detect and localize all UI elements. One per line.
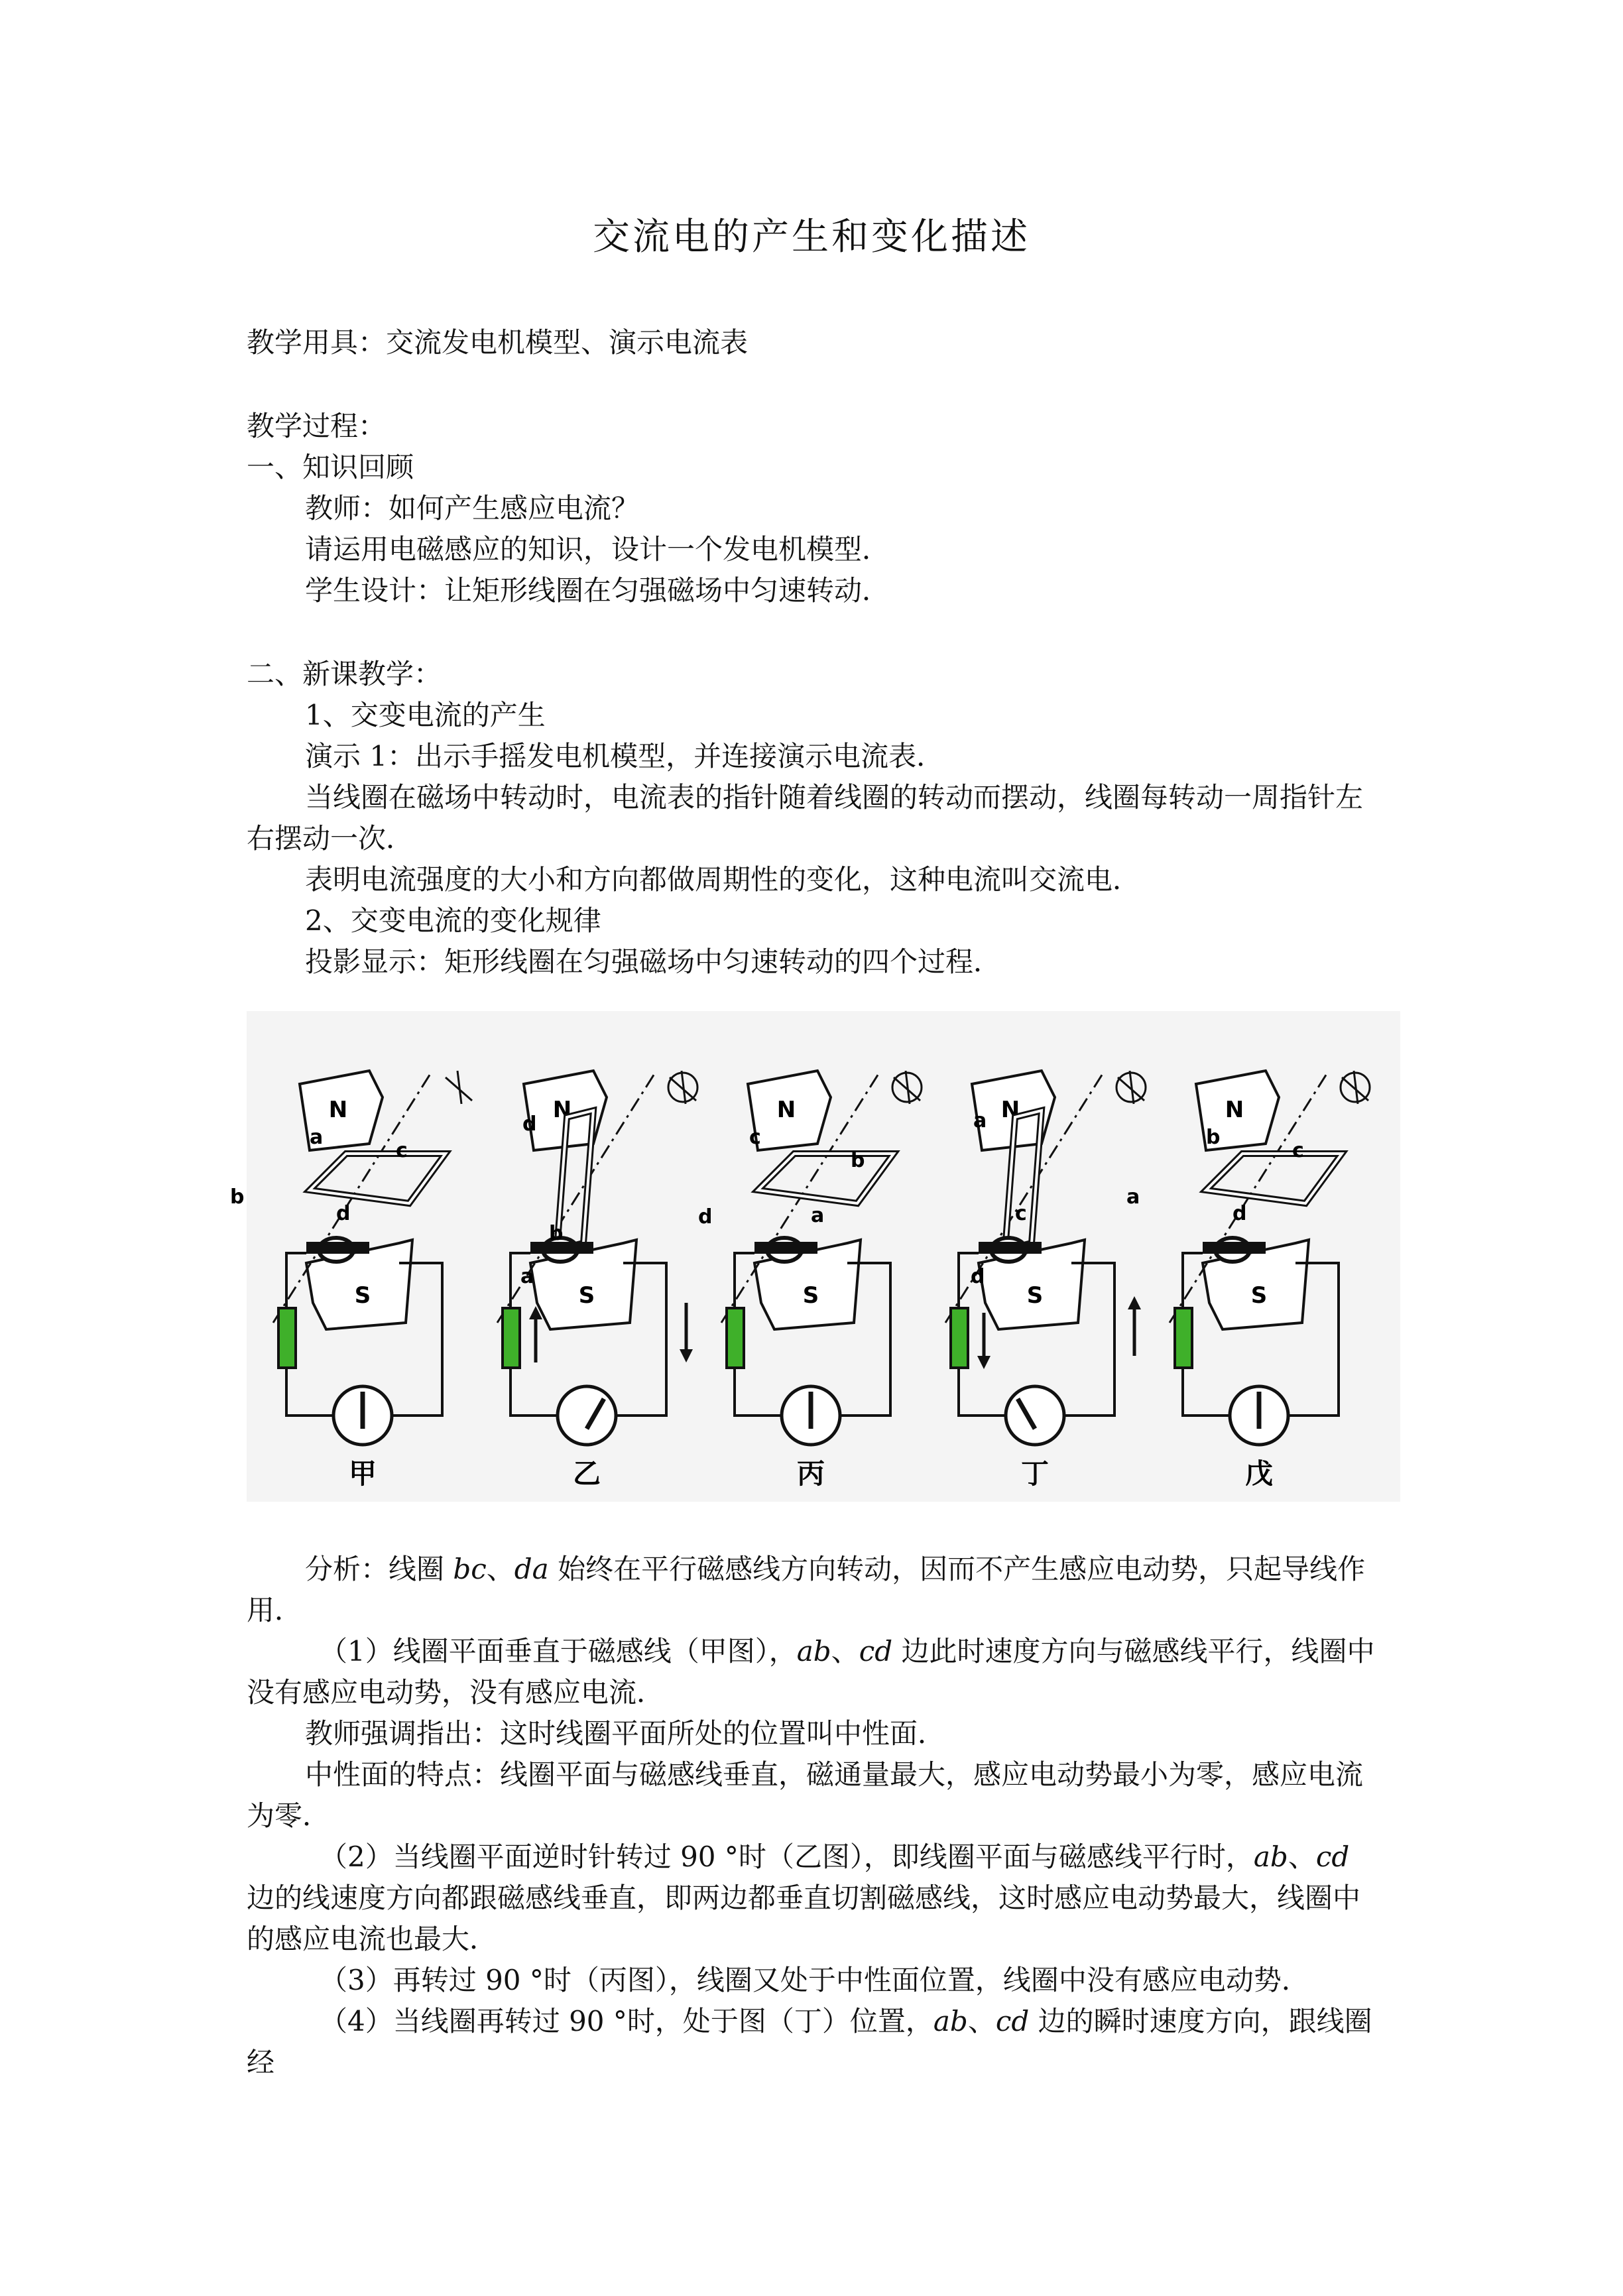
- section1-heading: 一、知识回顾: [247, 451, 414, 483]
- coil-corner-label: a: [520, 1265, 534, 1288]
- coil-corner-label: b: [1206, 1126, 1221, 1149]
- resistor: [503, 1308, 520, 1368]
- generator-panel: [945, 1071, 1146, 1490]
- coil-corner-label: b: [549, 1222, 564, 1245]
- coil-corner-label: d: [698, 1205, 713, 1229]
- brush: [979, 1242, 1042, 1254]
- panel-caption: 丁: [1020, 1457, 1050, 1490]
- coil-corner-label: d: [1232, 1202, 1247, 1225]
- pole-label: S: [802, 1282, 819, 1309]
- panel-caption: 乙: [572, 1457, 601, 1490]
- panel-caption: 丙: [796, 1457, 825, 1490]
- pole-label: N: [552, 1097, 572, 1123]
- coil: [310, 1154, 446, 1203]
- arrow-head: [1128, 1296, 1141, 1309]
- generator-diagram: [230, 1011, 1400, 1502]
- coil-corner-label: d: [336, 1202, 351, 1225]
- pole-label: S: [578, 1282, 595, 1309]
- pole-label: S: [1026, 1282, 1044, 1309]
- intro-block: [247, 322, 1384, 983]
- coil: [758, 1154, 894, 1203]
- demo-line: 演示 1：出示手摇发电机模型，并连接演示电流表．: [305, 740, 945, 772]
- coil-corner-label: a: [811, 1204, 825, 1227]
- coil-corner-label: a: [1126, 1185, 1140, 1209]
- pole-label: N: [1225, 1097, 1244, 1123]
- subheading-generation: 1、交变电流的产生: [305, 699, 546, 731]
- pole-label: N: [328, 1097, 348, 1123]
- generator-panel: [1126, 1071, 1370, 1490]
- analysis-paragraph-1: 分析：线圈 bc、da 始终在平行磁感线方向转动，因而不产生感应电动势，只起导线作用．: [247, 1553, 1366, 1626]
- generator-rotation-figure: [230, 1011, 1400, 1502]
- generator-panel: [497, 1071, 697, 1490]
- analysis-paragraph-7: （4）当线圈再转过 90 °时，处于图（丁）位置，ab、cd 边的瞬时速度方向，跟线圈经: [247, 2005, 1372, 2079]
- teaching-tools: 教学用具：交流发电机模型、演示电流表: [247, 326, 749, 359]
- conclusion-line: 表明电流强度的大小和方向都做周期性的变化，这种电流叫交流电．: [305, 863, 1141, 896]
- pole-label: N: [776, 1097, 796, 1123]
- resistor: [951, 1308, 968, 1368]
- resistor: [278, 1308, 296, 1368]
- pole-label: S: [354, 1282, 371, 1309]
- ammeter: [1006, 1386, 1064, 1445]
- coil-corner-label: c: [396, 1139, 408, 1162]
- pole-label: N: [1000, 1097, 1020, 1123]
- resistor: [1175, 1308, 1192, 1368]
- coil-corner-label: c: [1015, 1202, 1027, 1225]
- document-title: 交流电的产生和变化描述: [593, 215, 1030, 259]
- analysis-paragraph-6: （3）再转过 90 °时（丙图），线圈又处于中性面位置，线圈中没有感应电动势．: [320, 1964, 1309, 1996]
- coil-corner-label: b: [230, 1185, 245, 1209]
- coil: [1206, 1154, 1342, 1203]
- coil-corner-label: b: [851, 1149, 865, 1172]
- coil-corner-label: c: [749, 1126, 761, 1149]
- brush: [754, 1242, 817, 1254]
- process-heading: 教学过程：: [247, 410, 387, 442]
- coil-corner-label: a: [973, 1109, 987, 1132]
- coil-corner-label: a: [310, 1126, 324, 1149]
- coil-corner-label: c: [1292, 1139, 1304, 1162]
- observation-paragraph: 当线圈在磁场中转动时，电流表的指针随着线圈的转动而摆动，线圈每转动一周指针左右摆动一次．: [247, 781, 1364, 855]
- section2-heading: 二、新课教学：: [247, 658, 442, 690]
- panel-caption: 戊: [1244, 1457, 1274, 1490]
- projection-line: 投影显示：矩形线圈在匀强磁场中匀速转动的四个过程．: [305, 945, 1002, 978]
- generator-panel: [230, 1071, 473, 1490]
- pole-label: S: [1250, 1282, 1268, 1309]
- section1-line: 教师：如何产生感应电流？: [305, 492, 640, 524]
- resistor: [727, 1308, 744, 1368]
- subheading-variation: 2、交变电流的变化规律: [305, 904, 601, 937]
- generator-panel: [698, 1071, 922, 1490]
- section1-line: 学生设计：让矩形线圈在匀强磁场中匀速转动．: [305, 574, 890, 607]
- brush: [306, 1242, 369, 1254]
- analysis-paragraph-2: （1）线圈平面垂直于磁感线（甲图），ab、cd 边此时速度方向与磁感线平行，线圈中没有感应电动势，没有感应电流．: [247, 1635, 1375, 1709]
- coil-corner-label: d: [971, 1265, 985, 1288]
- brush: [1203, 1242, 1266, 1254]
- panel-caption: 甲: [348, 1457, 377, 1490]
- analysis-paragraph-4: 中性面的特点：线圈平面与磁感线垂直，磁通量最大，感应电动势最小为零，感应电流为零．: [247, 1758, 1364, 1832]
- analysis-paragraph-3: 教师强调指出：这时线圈平面所处的位置叫中性面．: [305, 1717, 946, 1750]
- analysis-block: [247, 1549, 1384, 2083]
- section1-line: 请运用电磁感应的知识，设计一个发电机模型．: [305, 533, 890, 566]
- arrow-head: [680, 1349, 693, 1362]
- ammeter: [558, 1386, 616, 1445]
- analysis-paragraph-5: （2）当线圈平面逆时针转过 90 °时（乙图），即线圈平面与磁感线平行时，ab、cd 边的线速度方向都跟磁感线垂直，即两边都垂直切割磁感线，这时感应电动势最大，线圈中的感应电流也最大．: [247, 1841, 1361, 1955]
- coil-corner-label: d: [522, 1113, 537, 1136]
- arrow-head: [977, 1356, 991, 1369]
